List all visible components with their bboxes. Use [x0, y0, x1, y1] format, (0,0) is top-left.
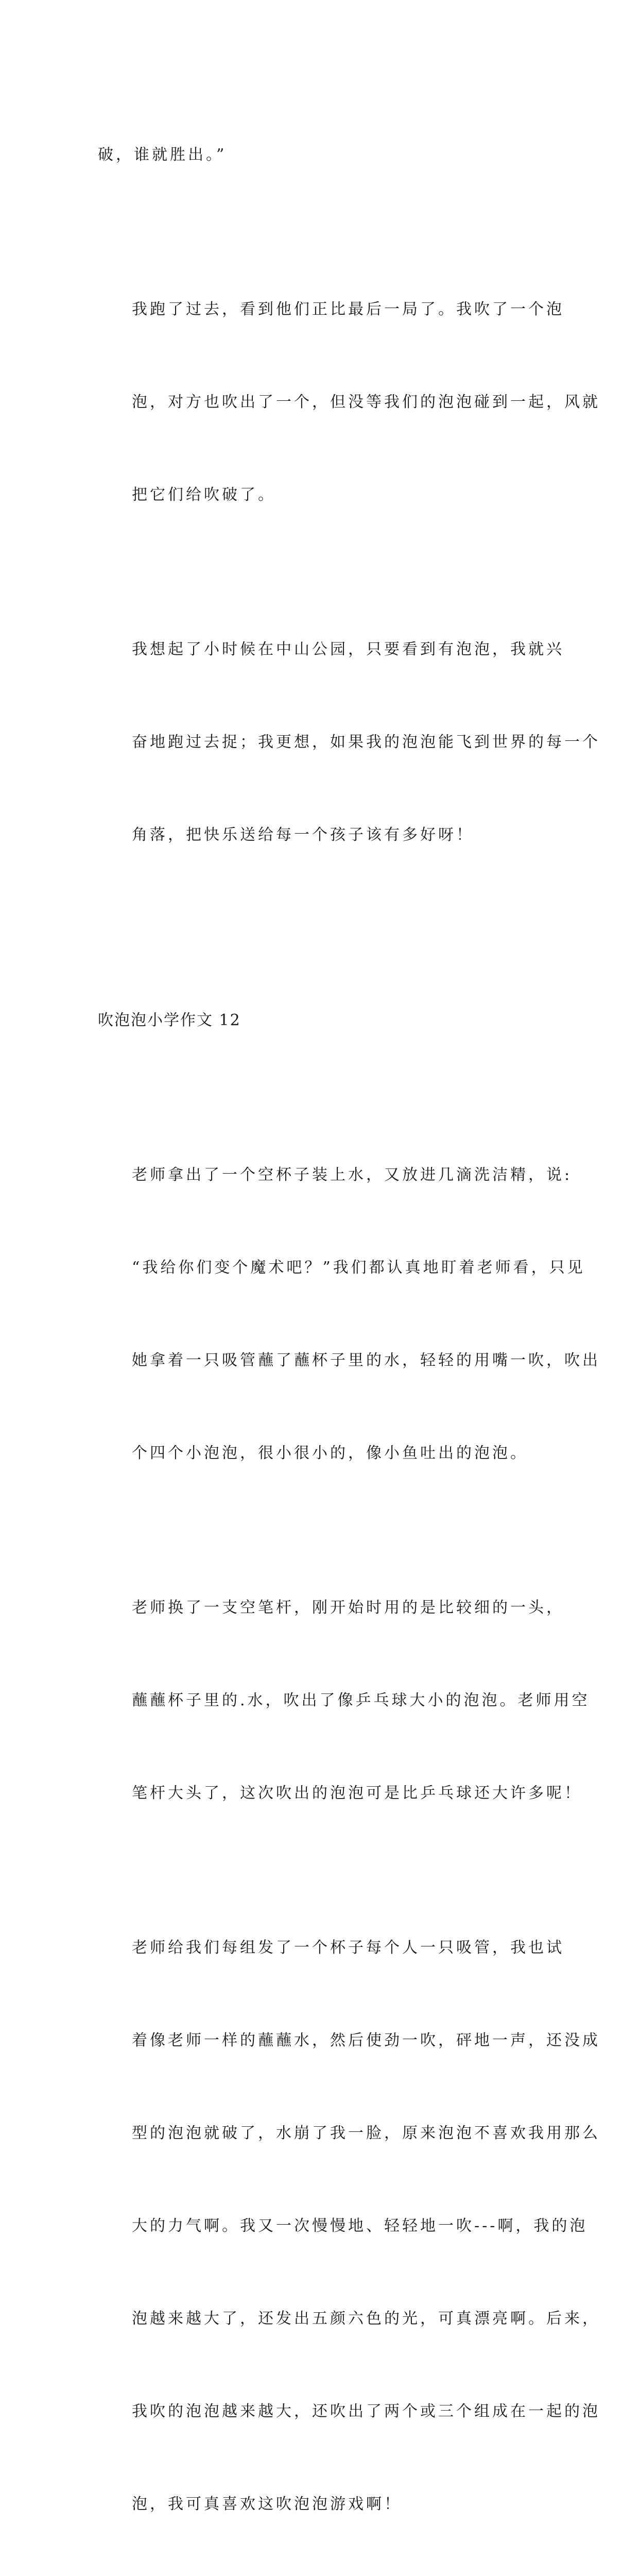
- text-line: 蘸蘸杯子里的.水，吹出了像乒乓球大小的泡泡。老师用空: [132, 1691, 590, 1709]
- text-line: 大的力气啊。我又一次慢慢地、轻轻地一吹---啊，我的泡: [132, 2217, 588, 2235]
- text-line: 老师给我们每组发了一个杯子每个人一只吸管，我也试: [132, 1939, 564, 1957]
- text-line: 把它们给吹破了。: [132, 486, 276, 504]
- text-line: 型的泡泡就破了，水崩了我一脸，原来泡泡不喜欢我用那么: [132, 2124, 600, 2142]
- text-line: 奋地跑过去捉；我更想，如果我的泡泡能飞到世界的每一个: [132, 733, 600, 751]
- text-line: 笔杆大头了，这次吹出的泡泡可是比乒乓球还大许多呢！: [132, 1784, 582, 1802]
- text-line: 我跑了过去，看到他们正比最后一局了。我吹了一个泡: [132, 300, 564, 318]
- paragraph: [98, 1098, 600, 1531]
- paragraph-continuation: [98, 78, 542, 232]
- paragraph: [98, 572, 600, 912]
- text-line: 老师换了一支空笔杆，刚开始时用的是比较细的一头，: [132, 1599, 564, 1617]
- paragraph: [98, 232, 600, 572]
- text-line: 泡，我可真喜欢这吹泡泡游戏啊！: [132, 2495, 402, 2513]
- text-line: 老师拿出了一个空杯子装上水，又放进几滴洗洁精，说:: [132, 1166, 573, 1184]
- text-line: 她拿着一只吸管蘸了蘸杯子里的水，轻轻的用嘴一吹，吹出: [132, 1351, 600, 1369]
- text-line: 我想起了小时候在中山公园，只要看到有泡泡，我就兴: [132, 640, 564, 658]
- paragraph: [98, 1871, 600, 2576]
- text-line: 泡，对方也吹出了一个，但没等我们的泡泡碰到一起，风就: [132, 393, 600, 411]
- paragraph: [98, 1531, 590, 1871]
- text-line: 角落，把快乐送给每一个孩子该有多好呀！: [132, 826, 474, 844]
- text-line: 我吹的泡泡越来越大，还吹出了两个或三个组成在一起的泡: [132, 2402, 600, 2420]
- text-line: “我给你们变个魔术吧？”我们都认真地盯着老师看，只见: [132, 1259, 585, 1277]
- text-line: 着像老师一样的蘸蘸水，然后使劲一吹，砰地一声，还没成: [132, 2031, 600, 2049]
- section-title-text: 吹泡泡小学作文 12: [98, 1011, 241, 1029]
- text-line: 破，谁就胜出。”: [98, 146, 227, 164]
- text-line: 泡越来越大了，还发出五颜六色的光，可真漂亮啊。后来，: [132, 2310, 600, 2328]
- section-title: [98, 943, 542, 1098]
- document-body: [98, 78, 600, 2576]
- text-line: 个四个小泡泡，很小很小的，像小鱼吐出的泡泡。: [132, 1444, 528, 1462]
